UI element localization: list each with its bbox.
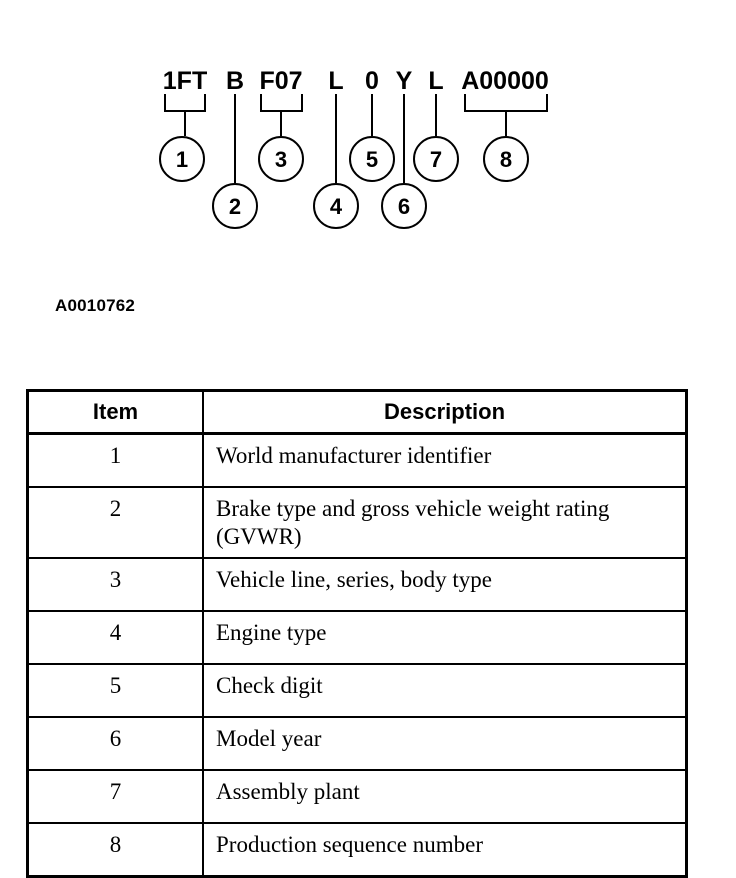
callout-number-3: 3 xyxy=(274,147,288,172)
table-row xyxy=(28,434,687,488)
table-row xyxy=(28,823,687,877)
callout-number-5: 5 xyxy=(365,147,379,172)
table-row xyxy=(28,664,687,717)
callout-number-1: 1 xyxy=(175,147,189,172)
callout-number-4: 4 xyxy=(329,194,343,219)
table-row xyxy=(28,770,687,823)
callout-number-6: 6 xyxy=(397,194,411,219)
vin-description-table xyxy=(26,389,688,878)
vin-segment-4: L xyxy=(328,67,344,95)
table-header-row xyxy=(28,391,687,434)
item-number: 4 xyxy=(28,611,204,664)
vin-segment-2: B xyxy=(225,67,245,95)
table-row xyxy=(28,717,687,770)
vin-segment-7: L xyxy=(428,67,444,95)
item-description: Assembly plant xyxy=(203,770,687,823)
callout-number-7: 7 xyxy=(429,147,443,172)
callout-number-2: 2 xyxy=(228,194,242,219)
item-description: Production sequence number xyxy=(203,823,687,877)
item-number: 1 xyxy=(28,434,204,488)
vin-segment-6: Y xyxy=(395,67,413,95)
vin-segment-3: F07 xyxy=(259,67,303,95)
table-row xyxy=(28,487,687,558)
callout-number-8: 8 xyxy=(499,147,513,172)
item-number: 6 xyxy=(28,717,204,770)
item-description: Vehicle line, series, body type xyxy=(203,558,687,611)
column-header-item: Item xyxy=(28,391,204,434)
item-number: 2 xyxy=(28,487,204,558)
item-description: Engine type xyxy=(203,611,687,664)
item-description: World manufacturer identifier xyxy=(203,434,687,488)
item-description: Model year xyxy=(203,717,687,770)
column-header-description: Description xyxy=(203,391,687,434)
vin-callout-diagram xyxy=(0,0,736,250)
figure-id: A0010762 xyxy=(55,296,136,315)
vin-segment-5: 0 xyxy=(365,67,379,95)
item-number: 7 xyxy=(28,770,204,823)
table-row xyxy=(28,558,687,611)
item-description: Brake type and gross vehicle weight rating (GVWR) xyxy=(203,487,687,558)
item-number: 3 xyxy=(28,558,204,611)
vin-segment-8: A00000 xyxy=(461,67,549,95)
vin-segment-1: 1FT xyxy=(162,67,208,95)
table-row xyxy=(28,611,687,664)
item-number: 8 xyxy=(28,823,204,877)
item-number: 5 xyxy=(28,664,204,717)
item-description: Check digit xyxy=(203,664,687,717)
